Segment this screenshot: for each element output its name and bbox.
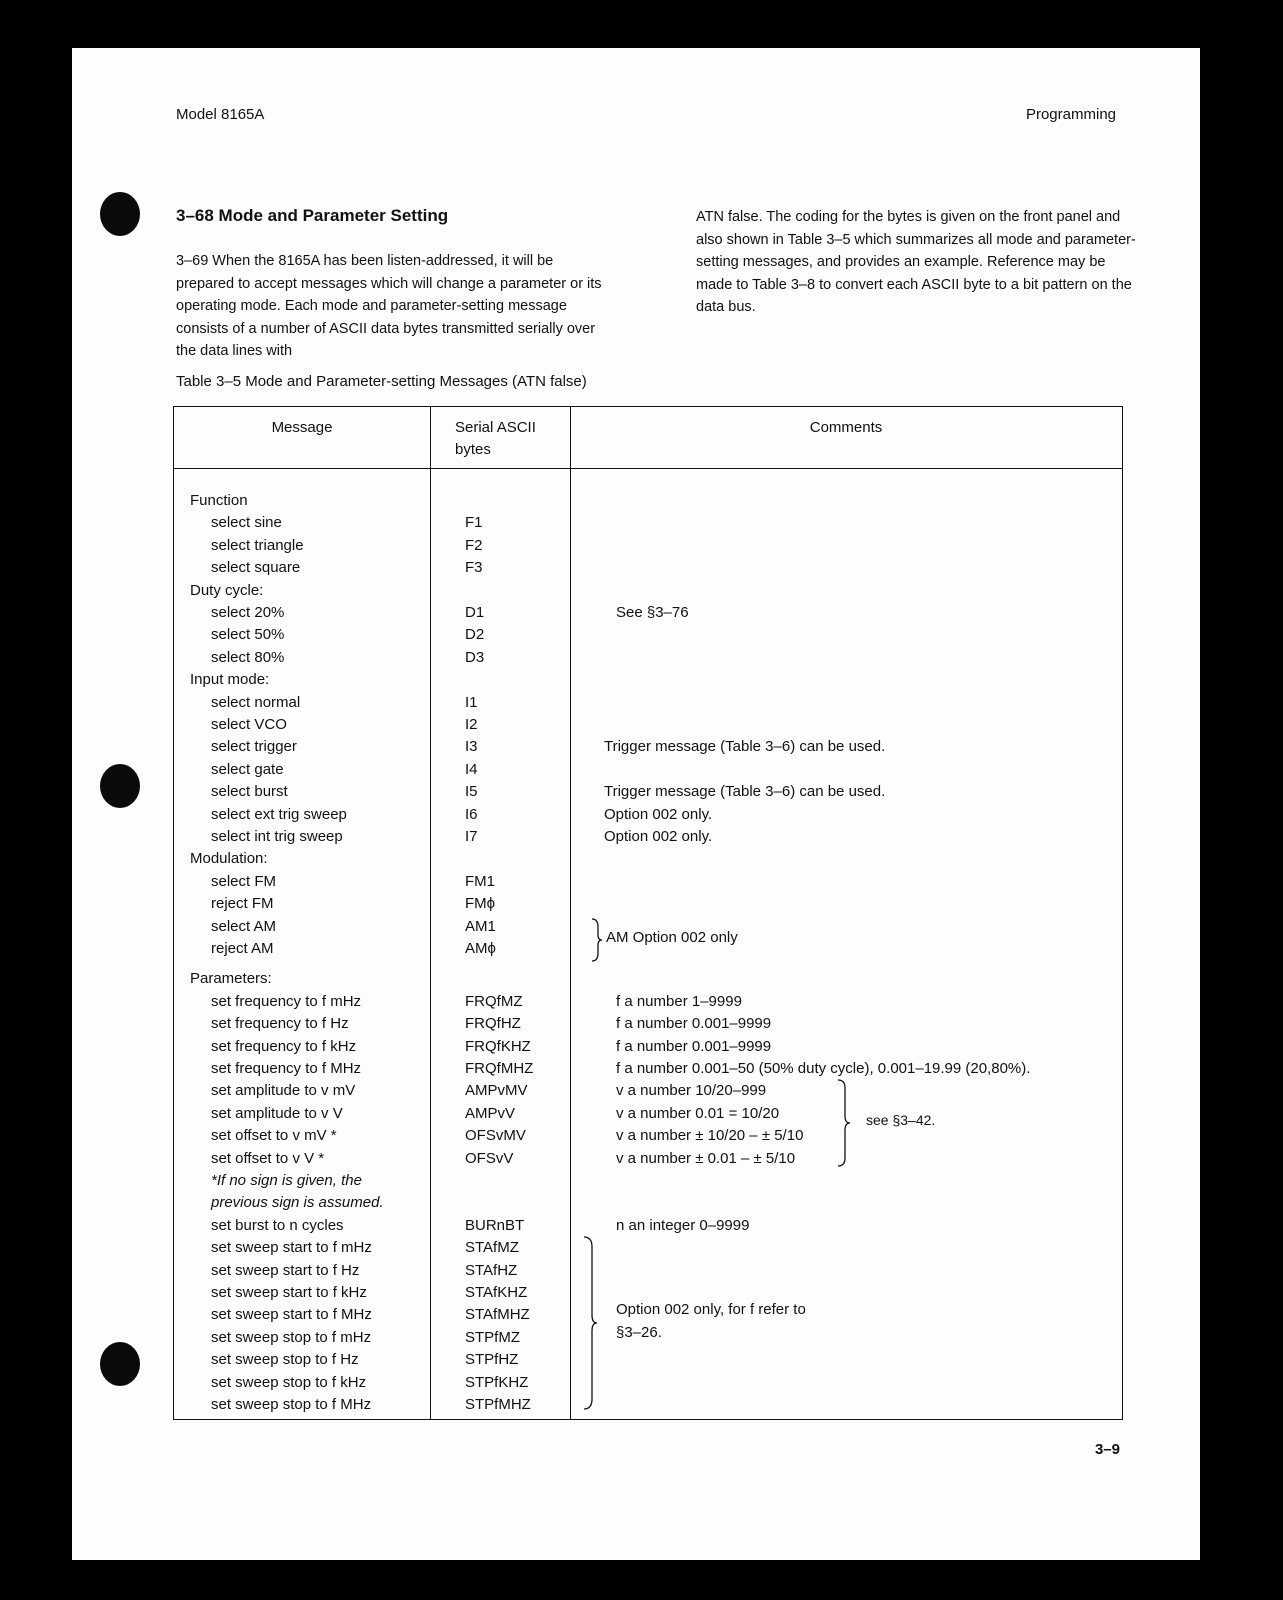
cell-message: set burst to n cycles	[211, 1216, 344, 1234]
table-row	[174, 761, 1122, 783]
cell-comment: v a number 0.01 = 10/20	[616, 1104, 780, 1122]
cell-message: set offset to v V *	[211, 1149, 325, 1167]
table-row	[174, 1127, 1122, 1149]
table-row	[174, 671, 1122, 693]
messages-table	[173, 406, 1123, 1420]
cell-serial: STAfHZ	[465, 1261, 518, 1279]
cell-message: Input mode:	[190, 671, 270, 689]
binder-hole	[100, 764, 140, 808]
cell-serial: STPfMHZ	[465, 1396, 531, 1413]
cell-serial: STPfMZ	[465, 1328, 520, 1346]
cell-serial: I2	[465, 716, 478, 733]
cell-message: *If no sign is given, the	[211, 1172, 362, 1189]
cell-serial: STAfMHZ	[465, 1306, 530, 1324]
table-row	[174, 626, 1122, 648]
cell-message: select normal	[211, 693, 301, 711]
cell-comment: v a number ± 0.01 – ± 5/10	[616, 1149, 796, 1167]
cell-message: select sine	[211, 514, 282, 532]
cell-message: select square	[211, 559, 301, 577]
cell-message: set frequency to f MHz	[211, 1060, 362, 1077]
brace-see-label: see §3–42.	[866, 1112, 936, 1128]
binder-hole	[100, 1342, 140, 1386]
brace-sweep	[582, 1235, 600, 1411]
cell-message: set sweep stop to f MHz	[211, 1396, 372, 1413]
cell-serial: I4	[465, 760, 478, 778]
cell-comment: n an integer 0–9999	[616, 1216, 750, 1234]
cell-message: select 20%	[211, 604, 285, 621]
table-row	[174, 492, 1122, 514]
cell-message: set sweep stop to f Hz	[211, 1351, 359, 1369]
cell-serial: I3	[465, 738, 478, 756]
cell-serial: F1	[465, 514, 483, 532]
table-row	[174, 1172, 1122, 1194]
cell-message: set amplitude to v V	[211, 1104, 343, 1122]
cell-comment: f a number 0.001–50 (50% duty cycle), 0.001–19.99 (20,80%).	[616, 1060, 1031, 1077]
table-row	[174, 1082, 1122, 1104]
cell-serial: F3	[465, 559, 483, 577]
cell-message: select FM	[211, 872, 277, 890]
table-row	[174, 1262, 1122, 1284]
cell-serial: AM1	[465, 917, 496, 935]
paragraph-left: 3–69 When the 8165A has been listen-addressed, it will be prepared to accept messages which will change a parameter or its operating mode. Each mode and parameter-setting message consists of a number of ASCII data bytes transmitted serially over the data lines with	[176, 253, 602, 359]
table-row	[174, 738, 1122, 760]
table-row	[174, 1150, 1122, 1172]
cell-message: set offset to v mV *	[211, 1127, 337, 1145]
cell-message: select 80%	[211, 648, 285, 666]
cell-message: select VCO	[211, 716, 287, 733]
cell-message: set frequency to f Hz	[211, 1015, 349, 1033]
cell-serial: I7	[465, 828, 478, 845]
cell-serial: STPfKHZ	[465, 1373, 529, 1391]
cell-message: select gate	[211, 760, 284, 778]
cell-serial: FRQfHZ	[465, 1015, 521, 1033]
cell-message: reject AM	[211, 940, 274, 957]
cell-message: set sweep stop to f mHz	[211, 1328, 372, 1346]
cell-comment: f a number 0.001–9999	[616, 1015, 772, 1033]
cell-message: set sweep stop to f kHz	[211, 1373, 367, 1391]
cell-message: previous sign is assumed.	[211, 1194, 384, 1212]
table-row	[174, 1194, 1122, 1216]
table-row	[174, 1105, 1122, 1127]
cell-message: set sweep start to f MHz	[211, 1306, 372, 1324]
cell-serial: STAfMZ	[465, 1239, 519, 1257]
cell-serial: FM1	[465, 872, 495, 890]
section-title: 3–68 Mode and Parameter Setting	[176, 206, 449, 225]
binder-hole	[100, 192, 140, 236]
cell-serial: I5	[465, 783, 478, 801]
cell-message: Modulation:	[190, 850, 268, 868]
cell-comment: f a number 1–9999	[616, 992, 742, 1010]
cell-serial: OFSvV	[465, 1149, 514, 1167]
table-row	[174, 873, 1122, 895]
cell-comment: Trigger message (Table 3–6) can be used.	[604, 738, 886, 756]
cell-message: set sweep start to f mHz	[211, 1239, 372, 1257]
table-row	[174, 1060, 1122, 1082]
cell-message: select 50%	[211, 626, 285, 644]
cell-serial: FMϕ	[465, 895, 496, 913]
table-row	[174, 783, 1122, 805]
header-serial-line2: bytes	[455, 441, 491, 458]
table-caption: Table 3–5 Mode and Parameter-setting Messages (ATN false)	[176, 373, 587, 390]
table-row	[174, 649, 1122, 671]
table-row	[174, 537, 1122, 559]
cell-serial: FRQfKHZ	[465, 1037, 531, 1055]
cell-message: select burst	[211, 783, 288, 801]
cell-comment: Option 002 only.	[604, 805, 713, 823]
cell-serial: AMPvMV	[465, 1082, 528, 1100]
cell-message: set frequency to f kHz	[211, 1037, 357, 1055]
cell-message: select AM	[211, 917, 277, 935]
table-row	[174, 1038, 1122, 1060]
table-row	[174, 1015, 1122, 1037]
brace-see	[836, 1078, 852, 1168]
table-row	[174, 604, 1122, 626]
table-row	[174, 582, 1122, 604]
header-model: Model 8165A	[176, 106, 265, 123]
header-section: Programming	[1025, 106, 1116, 123]
cell-message: set amplitude to v mV	[211, 1082, 356, 1100]
header-message: Message	[271, 419, 333, 436]
document-page	[72, 48, 1200, 1560]
cell-serial: D3	[465, 648, 485, 666]
table-row	[174, 806, 1122, 828]
cell-serial: D1	[465, 604, 485, 621]
table-row	[174, 1374, 1122, 1396]
header-serial	[455, 417, 536, 461]
cell-comment: f a number 0.001–9999	[616, 1037, 772, 1055]
cell-serial: STPfHZ	[465, 1351, 519, 1369]
cell-serial: D2	[465, 626, 485, 644]
cell-message: Function	[190, 492, 248, 509]
cell-message: Duty cycle:	[190, 581, 264, 599]
table-row	[174, 1239, 1122, 1261]
cell-serial: BURnBT	[465, 1216, 525, 1234]
brace-sweep-label-1: Option 002 only, for f refer to	[616, 1301, 806, 1318]
table-row	[174, 716, 1122, 738]
cell-serial: STAfKHZ	[465, 1284, 528, 1301]
brace-am-label: AM Option 002 only	[606, 929, 738, 946]
table-row	[174, 828, 1122, 850]
table-row	[174, 850, 1122, 872]
table-row	[174, 1351, 1122, 1373]
cell-message: Parameters:	[190, 970, 272, 988]
table-row	[174, 970, 1122, 992]
cell-message: select ext trig sweep	[211, 805, 347, 823]
cell-message: set sweep start to f kHz	[211, 1284, 367, 1301]
table-row	[174, 694, 1122, 716]
cell-comment: Option 002 only.	[604, 828, 713, 845]
cell-comment: v a number ± 10/20 – ± 5/10	[616, 1127, 804, 1145]
table-row	[174, 559, 1122, 581]
table-row	[174, 514, 1122, 536]
header-divider	[174, 468, 1122, 469]
cell-serial: FRQfMHZ	[465, 1060, 534, 1077]
cell-serial: F2	[465, 536, 483, 554]
header-serial-line1: Serial ASCII	[455, 419, 536, 436]
cell-message: select int trig sweep	[211, 828, 343, 845]
table-row	[174, 895, 1122, 917]
cell-message: select triangle	[211, 536, 304, 554]
cell-message: set frequency to f mHz	[211, 992, 362, 1010]
cell-comment: Trigger message (Table 3–6) can be used.	[604, 783, 886, 801]
cell-comment: v a number 10/20–999	[616, 1082, 767, 1100]
table-row	[174, 1396, 1122, 1418]
table-row	[174, 1217, 1122, 1239]
cell-comment: See §3–76	[616, 604, 689, 621]
cell-serial: I6	[465, 805, 478, 823]
brace-sweep-label-2: §3–26.	[616, 1324, 662, 1341]
cell-serial: I1	[465, 693, 478, 711]
header-comments: Comments	[809, 419, 883, 436]
paragraph-right: ATN false. The coding for the bytes is given on the front panel and also shown in Table 3–5 which summarizes all mode and parameter-setting messages, and provides an example. Reference may be made to Table 3–8 to convert each ASCII byte to a bit pattern on the data bus.	[696, 209, 1136, 315]
cell-message: reject FM	[211, 895, 274, 913]
table-row	[174, 993, 1122, 1015]
cell-serial: AMPvV	[465, 1104, 516, 1122]
cell-serial: FRQfMZ	[465, 992, 523, 1010]
brace-am	[590, 917, 604, 963]
cell-serial: OFSvMV	[465, 1127, 526, 1145]
page-number: 3–9	[1094, 1441, 1120, 1458]
cell-serial: AMϕ	[465, 940, 496, 957]
cell-message: select trigger	[211, 738, 297, 756]
cell-message: set sweep start to f Hz	[211, 1261, 360, 1279]
